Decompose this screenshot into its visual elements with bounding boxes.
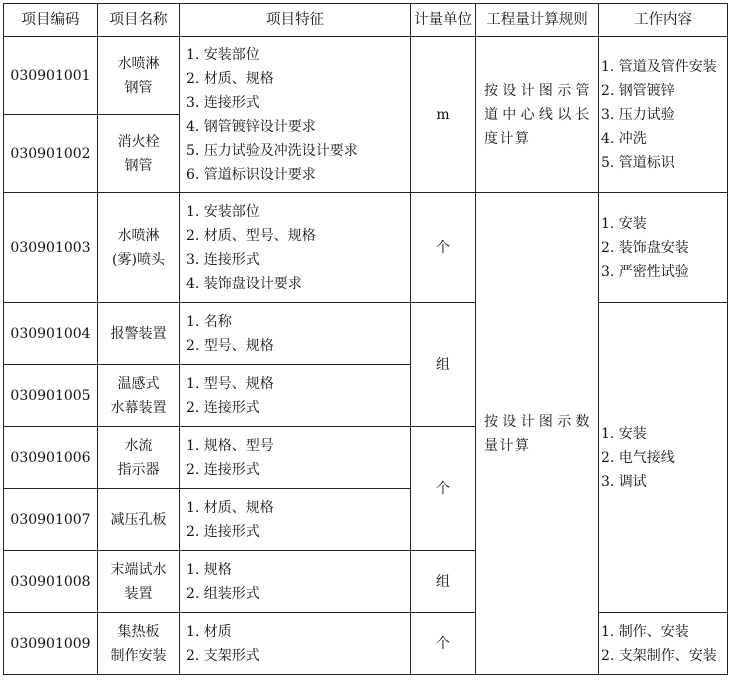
item-name: 减压孔板: [98, 489, 180, 551]
item-name: 水喷淋 (雾)喷头: [98, 193, 180, 303]
item-unit: 组: [411, 303, 476, 427]
item-code: 030901009: [4, 613, 98, 675]
item-code: 030901005: [4, 365, 98, 427]
item-features: 1. 安装部位 2. 材质、型号、规格 3. 连接形式 4. 装饰盘设计要求: [180, 193, 411, 303]
item-unit: 个: [411, 193, 476, 303]
header-code: 项目编码: [4, 4, 98, 37]
table-row: [4, 303, 728, 365]
table-row: [4, 613, 728, 675]
item-unit: 组: [411, 551, 476, 613]
item-code: 030901004: [4, 303, 98, 365]
item-name: 水流 指示器: [98, 427, 180, 489]
item-features: 1. 名称 2. 型号、规格: [180, 303, 411, 365]
item-name: 集热板 制作安装: [98, 613, 180, 675]
item-features: 1. 安装部位 2. 材质、规格 3. 连接形式 4. 钢管镀锌设计要求 5. 压力试验及冲洗设计要求 6. 管道标识设计要求: [180, 37, 411, 193]
item-features: 1. 材质 2. 支架形式: [180, 613, 411, 675]
item-work: 1. 安装 2. 装饰盘安装 3. 严密性试验: [599, 193, 728, 303]
header-work: 工作内容: [599, 4, 728, 37]
item-code: 030901007: [4, 489, 98, 551]
item-features: 1. 规格、型号 2. 连接形式: [180, 427, 411, 489]
bill-of-quantities-table: [3, 3, 728, 675]
item-name: 报警装置: [98, 303, 180, 365]
item-work: 1. 管道及管件安装 2. 钢管镀锌 3. 压力试验 4. 冲洗 5. 管道标识: [599, 37, 728, 193]
item-name: 水喷淋 钢管: [98, 37, 180, 115]
item-unit: 个: [411, 613, 476, 675]
item-features: 1. 规格 2. 组装形式: [180, 551, 411, 613]
item-code: 030901003: [4, 193, 98, 303]
table-row: [4, 193, 728, 303]
header-row: [4, 4, 728, 37]
item-unit: m: [411, 37, 476, 193]
item-rule: 按设计图示数量计算: [476, 193, 599, 675]
item-code: 030901001: [4, 37, 98, 115]
header-rule: 工程量计算规则: [476, 4, 599, 37]
item-unit: 个: [411, 427, 476, 551]
item-work: 1. 安装 2. 电气接线 3. 调试: [599, 303, 728, 613]
item-code: 030901008: [4, 551, 98, 613]
item-features: 1. 型号、规格 2. 连接形式: [180, 365, 411, 427]
item-name: 末端试水 装置: [98, 551, 180, 613]
item-name: 温感式 水幕装置: [98, 365, 180, 427]
item-features: 1. 材质、规格 2. 连接形式: [180, 489, 411, 551]
header-unit: 计量单位: [411, 4, 476, 37]
header-name: 项目名称: [98, 4, 180, 37]
item-code: 030901002: [4, 115, 98, 193]
item-rule: 按设计图示管道中心线以长度计算: [476, 37, 599, 193]
table-row: [4, 37, 728, 115]
item-name: 消火栓 钢管: [98, 115, 180, 193]
header-features: 项目特征: [180, 4, 411, 37]
item-work: 1. 制作、安装 2. 支架制作、安装: [599, 613, 728, 675]
item-code: 030901006: [4, 427, 98, 489]
